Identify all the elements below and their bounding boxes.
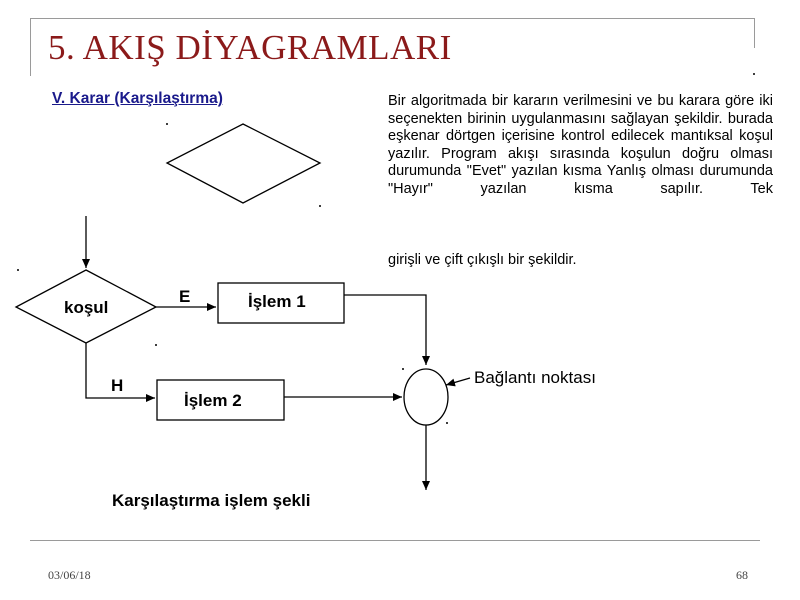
condition-label: koşul: [64, 298, 109, 317]
yes-label: E: [179, 287, 191, 306]
connector-circle: [404, 369, 448, 425]
footer-date: 03/06/18: [48, 568, 91, 582]
slide-subtitle: V. Karar (Karşılaştırma): [52, 90, 223, 107]
decorative-dots: [17, 73, 755, 424]
page-number: 68: [736, 568, 748, 582]
process1-label: İşlem 1: [248, 292, 306, 311]
sample-diamond-shape: [167, 124, 320, 203]
slide-title: 5. AKIŞ DİYAGRAMLARI: [48, 28, 452, 67]
description-text: Bir algoritmada bir kararın verilmesini ve bu karara göre iki seçenekten birinin uygulanmasını sağlayan şekildir. burada eşkenar dörtgen içerisine kontrol edilecek mantıksal koşul yazılır. Program akışı sırasında koşulun doğru olması durumunda "Evet" yazılan kısma Yanlış olması durumunda "Hayır" yazılan kısma sapılır. Tek: [388, 93, 773, 197]
connector-label-pointer: [446, 378, 470, 385]
description-last-line: girişli ve çift çıkışlı bir şekildir.: [388, 252, 577, 268]
diagram-caption: Karşılaştırma işlem şekli: [112, 491, 311, 510]
connector-label: Bağlantı noktası: [474, 368, 596, 387]
no-label: H: [111, 376, 124, 395]
process2-label: İşlem 2: [184, 391, 242, 410]
process1-to-connector-arrow: [344, 295, 426, 365]
bottom-rule: [30, 540, 760, 541]
